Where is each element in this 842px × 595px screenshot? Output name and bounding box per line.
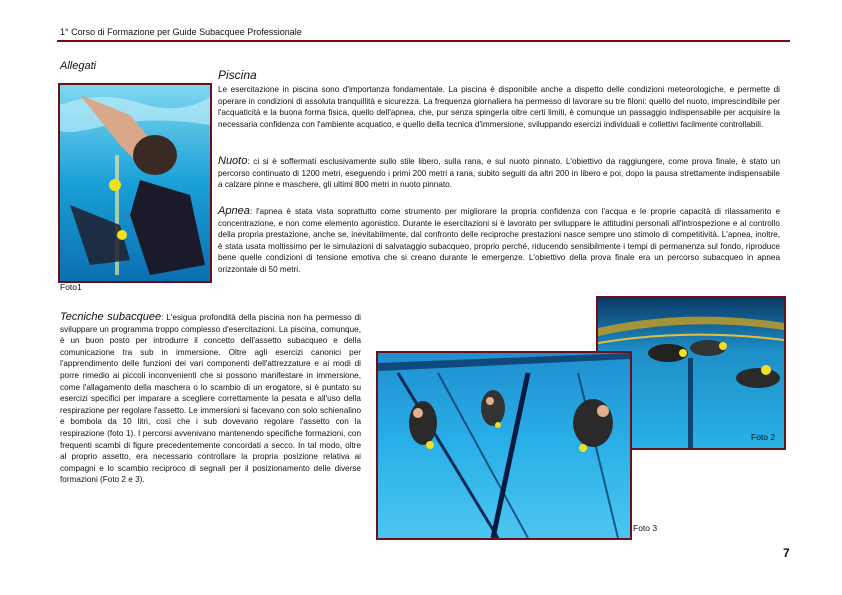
photo-1-caption: Foto1 [60, 282, 82, 292]
nuoto-heading: Nuoto [218, 155, 248, 167]
page-number: 7 [783, 546, 790, 560]
tecniche-text: : L'esigua profondità della piscina non ha permesso di sviluppare un programma troppo complesso d'esercitazioni. La piscina, comunque, è un buon posto per introdurre il concetto dell'assetto subacqueo e della comunicazione tra sub in immersione. Oltre agli esercizi canonici per l'apprendimento delle funzioni dei vari componenti dell'attrezzature e ai modi di porre rimedio ai piccoli inconvenienti che si possono manifestare in immersione, come l'allagamento della maschera o lo scambio di un erogatore, si è puntato su esercizi specifici per imparare a scegliere correttamente la pesata e all'uso della respirazione per regolare l'assetto. Le immersioni si facevano con solo schienalino e bombola da 10 litri, così che i sub dovevano regolare l'assetto con la respirazione (foto 1). I percorsi avvenivano mantenendo specifiche formazioni, con frequenti scambi di figure precedentemente concordati a secco. In tal modo, oltre al proprio assetto, era necessario controllare la propria posizione relativa ai compagni e lo scambio reciproco di segnali per il posizionamento delle diverse formazioni (Foto 2 e 3). [60, 313, 361, 485]
section-label: Allegati [60, 60, 97, 72]
apnea-heading: Apnea [218, 205, 250, 217]
apnea-text: : l'apnea è stata vista soprattutto come strumento per migliorare la propria confidenza con l'acqua e le proprie capacità di rilassamento e concentrazione, e non come elemento agonistico. Durante le esercitazioni si è lavorato per sviluppare le attitudini personali all'introspezione e al controllo della propria prestazione, anche se, inevitabilmente, dal confronto delle reciproche prestazioni nasce sempre uno stimolo di competitività. L'apnea, inoltre, è stata usata moltissimo per le simulazioni di salvataggio subacqueo, proprio perché, riducendo sensibilmente i tempi di permanenza sul fondo, riproduce bene quelle condizioni di tensione emotiva che si creano durante le emergenze. L'obiettivo della prova finale era un percorso subacqueo in apnea orizzontale di 50 metri. [218, 207, 780, 274]
tecniche-paragraph [60, 312, 361, 486]
piscina-heading: Piscina [218, 68, 257, 82]
nuoto-text: : ci si è soffermati esclusivamente sullo stile libero, sulla rana, e sul nuoto pinnato. L'obiettivo da raggiungere, come prova finale, è stato un percorso continuato di 1200 metri, eseguendo i primi 200 metri a rana, subito seguiti da altri 200 in libero e poi, dopo la pausa strettamente indispensabile a calzare pinne e maschere, gli ultimi 800 metri in nuoto pinnato. [218, 157, 780, 190]
tecniche-heading: Tecniche subacquee [60, 311, 162, 323]
apnea-paragraph [218, 206, 780, 276]
piscina-paragraph: Le esercitazione in piscina sono d'importanza fondamentale. La piscina è disponibile anche a dispetto delle condizioni meteorologiche, e permette di operare in condizioni di assoluta tranquillità e sicurezza. La frequenza giornaliera ha permesso di lavorare su tre filoni: quello del nuoto, imprescindibile per l'acquaticità e la buona forma fisica, quello dell'apnea, che, pur senza spingerla oltre certi limiti, è comunque un passaggio indispensabile per acquisire la necessaria confidenza con l'ambiente acquatico, e quello della tecnica d'immersione, sviluppando esercizi individuali e collettivi facilmente controllabili. [218, 85, 780, 129]
photo-3-caption: Foto 3 [633, 523, 658, 533]
header-divider [57, 40, 790, 42]
photo-1 [58, 83, 212, 283]
photo-3 [376, 351, 632, 540]
document-header: 1° Corso di Formazione per Guide Subacquee Professionale [60, 27, 302, 37]
nuoto-paragraph [218, 156, 780, 191]
photo-2-caption: Foto 2 [751, 432, 776, 442]
